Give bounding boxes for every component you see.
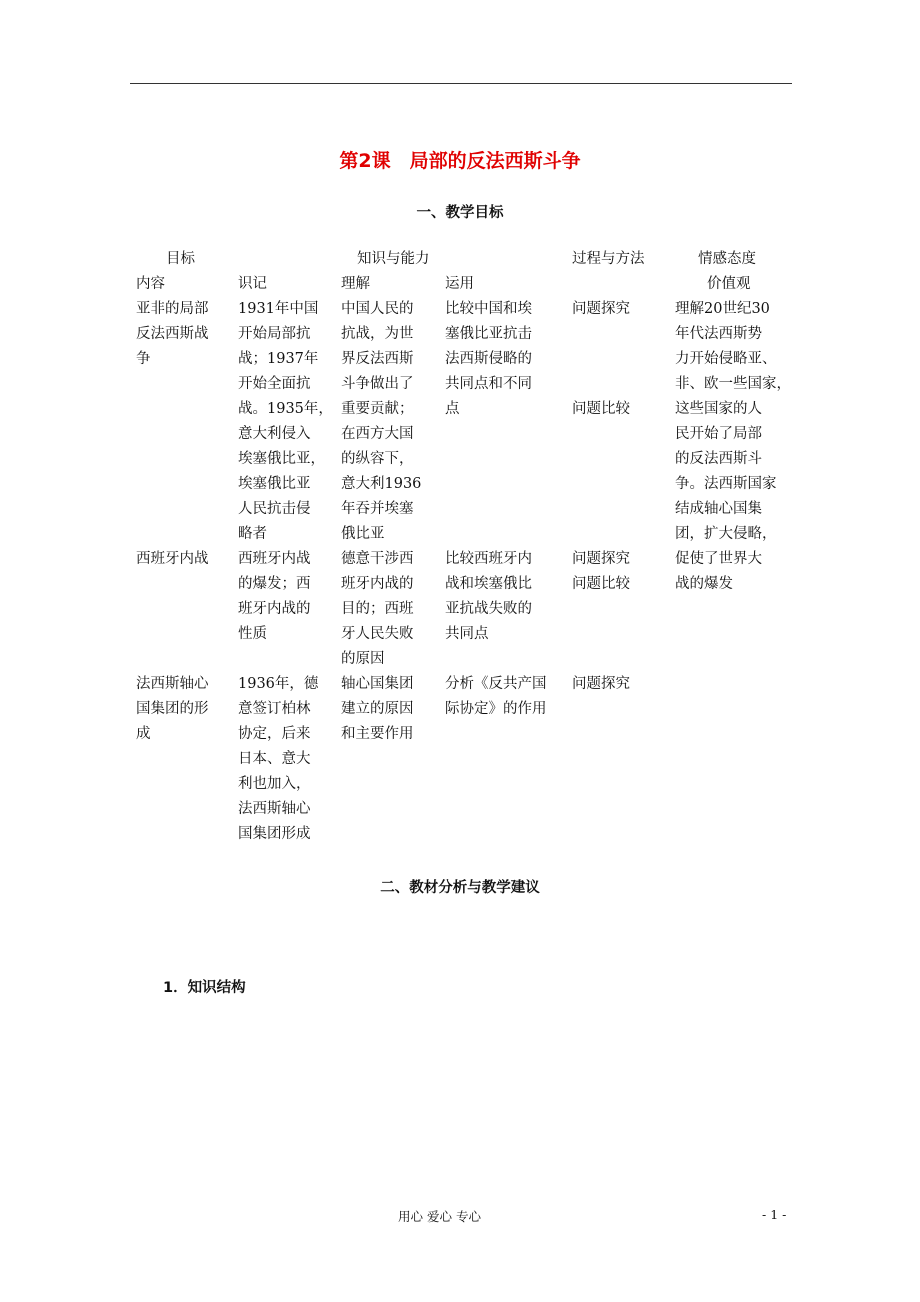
cell-understand-line: 目的；西班 — [341, 601, 414, 617]
cell-process-line: 问题探究 — [572, 551, 630, 567]
cell-content-line: 西班牙内战 — [136, 551, 209, 567]
cell-understand-line: 轴心国集团 — [341, 676, 414, 692]
cell-recall-line: 战；1937年 — [238, 351, 319, 367]
cell-recall-line: 西班牙内战 — [238, 551, 311, 567]
cell-recall-line: 人民抗击侵 — [238, 501, 311, 517]
cell-understand-line: 斗争做出了 — [341, 376, 414, 392]
cell-apply-line: 共同点和不同 — [445, 376, 532, 392]
cell-recall-line: 性质 — [238, 626, 267, 642]
cell-values-line: 促使了世界大 — [675, 551, 762, 567]
cell-recall-line: 利也加入， — [238, 776, 311, 792]
cell-understand-line: 中国人民的 — [341, 301, 414, 317]
cell-process-line: 问题探究 — [572, 301, 630, 317]
header-recall: 识记 — [238, 276, 267, 292]
cell-recall-line: 1936年，德 — [238, 676, 319, 692]
header-values: 价值观 — [707, 276, 751, 292]
cell-content-line: 亚非的局部 — [136, 301, 209, 317]
cell-content-line: 成 — [136, 726, 151, 742]
cell-content-line: 反法西斯战 — [136, 326, 209, 342]
cell-understand-line: 和主要作用 — [341, 726, 414, 742]
cell-recall-line: 埃塞俄比亚 — [238, 476, 311, 492]
cell-process-line: 问题比较 — [572, 576, 630, 592]
cell-understand-line: 的原因 — [341, 651, 385, 667]
lesson-title: 第2课 局部的反法西斯斗争 — [339, 150, 581, 172]
cell-understand-line: 重要贡献； — [341, 401, 414, 417]
cell-understand-line: 在西方大国 — [341, 426, 414, 442]
cell-understand-line: 牙人民失败 — [341, 626, 414, 642]
cell-recall-line: 开始全面抗 — [238, 376, 311, 392]
cell-values-line: 战的爆发 — [675, 576, 733, 592]
cell-content-line: 争 — [136, 351, 151, 367]
cell-recall-line: 埃塞俄比亚， — [238, 451, 325, 467]
cell-recall-line: 国集团形成 — [238, 826, 311, 842]
cell-understand-line: 建立的原因 — [341, 701, 414, 717]
header-understand: 理解 — [341, 276, 370, 292]
cell-understand-line: 界反法西斯 — [341, 351, 414, 367]
cell-understand-line: 班牙内战的 — [341, 576, 414, 592]
header-knowledge: 知识与能力 — [357, 251, 430, 267]
header-emotion: 情感态度 — [698, 251, 756, 267]
cell-apply-line: 际协定》的作用 — [445, 701, 547, 717]
cell-recall-line: 日本、意大 — [238, 751, 311, 767]
cell-content-line: 国集团的形 — [136, 701, 209, 717]
header-goal: 目标 — [166, 251, 195, 267]
cell-apply-line: 比较中国和埃 — [445, 301, 532, 317]
footer-motto: 用心 爱心 专心 — [398, 1209, 481, 1224]
cell-content-line: 法西斯轴心 — [136, 676, 209, 692]
header-content: 内容 — [136, 276, 165, 292]
cell-recall-line: 的爆发；西 — [238, 576, 311, 592]
cell-apply-line: 共同点 — [445, 626, 489, 642]
section-heading-goals: 一、教学目标 — [416, 205, 504, 221]
cell-recall-line: 略者 — [238, 526, 267, 542]
cell-recall-line: 协定，后来 — [238, 726, 311, 742]
cell-understand-line: 俄比亚 — [341, 526, 385, 542]
cell-understand-line: 抗战，为世 — [341, 326, 414, 342]
cell-apply-line: 塞俄比亚抗击 — [445, 326, 532, 342]
header-rule — [130, 83, 792, 84]
header-apply: 运用 — [445, 276, 474, 292]
cell-apply-line: 点 — [445, 401, 460, 417]
cell-recall-line: 意大利侵入 — [238, 426, 311, 442]
cell-recall-line: 意签订柏林 — [238, 701, 311, 717]
cell-apply-line: 亚抗战失败的 — [445, 601, 532, 617]
cell-understand-line: 年吞并埃塞 — [341, 501, 414, 517]
cell-apply-line: 分析《反共产国 — [445, 676, 547, 692]
cell-values-line: 这些国家的人 — [675, 401, 762, 417]
cell-recall-line: 班牙内战的 — [238, 601, 311, 617]
section-heading-structure: 1．知识结构 — [163, 980, 246, 996]
cell-values-line: 团，扩大侵略， — [675, 526, 777, 542]
section-heading-analysis: 二、教材分析与教学建议 — [380, 880, 540, 896]
cell-values-line: 年代法西斯势 — [675, 326, 762, 342]
cell-apply-line: 法西斯侵略的 — [445, 351, 532, 367]
cell-process-line: 问题探究 — [572, 676, 630, 692]
cell-values-line: 争。法西斯国家 — [675, 476, 777, 492]
cell-values-line: 非、欧一些国家， — [675, 376, 791, 392]
cell-recall-line: 开始局部抗 — [238, 326, 311, 342]
cell-apply-line: 比较西班牙内 — [445, 551, 532, 567]
cell-values-line: 理解20世纪30 — [675, 301, 770, 317]
cell-values-line: 民开始了局部 — [675, 426, 762, 442]
cell-understand-line: 意大利1936 — [341, 476, 422, 492]
cell-values-line: 力开始侵略亚、 — [675, 351, 777, 367]
cell-values-line: 结成轴心国集 — [675, 501, 762, 517]
cell-values-line: 的反法西斯斗 — [675, 451, 762, 467]
cell-understand-line: 的纵容下， — [341, 451, 414, 467]
cell-process-line: 问题比较 — [572, 401, 630, 417]
cell-recall-line: 法西斯轴心 — [238, 801, 311, 817]
cell-recall-line: 战。1935年， — [238, 401, 333, 417]
cell-apply-line: 战和埃塞俄比 — [445, 576, 532, 592]
header-process: 过程与方法 — [572, 251, 645, 267]
cell-understand-line: 德意干涉西 — [341, 551, 414, 567]
footer-page-number: - 1 - — [762, 1207, 787, 1222]
cell-recall-line: 1931年中国 — [238, 301, 319, 317]
